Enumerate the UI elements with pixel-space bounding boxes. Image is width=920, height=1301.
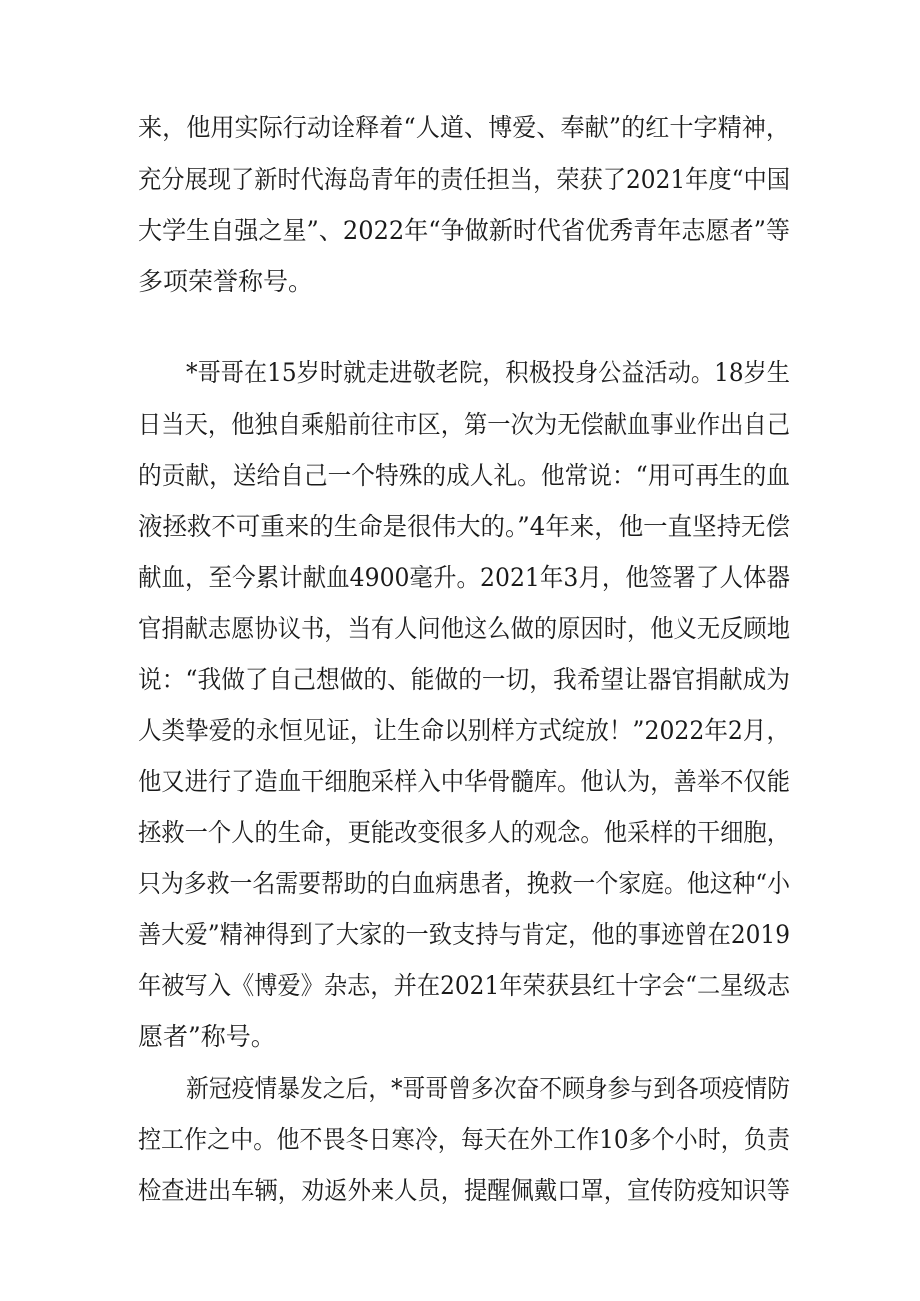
text-line — [0, 915, 920, 955]
text-line-content: 充分展现了新时代海岛青年的责任担当，荣获了2021年度“中国 — [138, 165, 790, 194]
text-line — [0, 762, 920, 802]
text-line-content: 善大爱”精神得到了大家的一致支持与肯定，他的事迹曾在2019 — [138, 920, 790, 949]
text-line — [0, 405, 920, 445]
text-line — [0, 711, 920, 751]
text-line-content: 拯救一个人的生命，更能改变很多人的观念。他采样的干细胞， — [138, 818, 790, 847]
text-line-content: 只为多救一名需要帮助的白血病患者，挽救一个家庭。他这种“小 — [138, 869, 790, 898]
text-line-content: 愿者”称号。 — [138, 1022, 276, 1051]
text-line-content: 大学生自强之星”、2022年“争做新时代省优秀青年志愿者”等 — [138, 216, 790, 245]
text-line — [0, 864, 920, 904]
text-line — [0, 507, 920, 547]
text-line — [0, 1120, 920, 1160]
text-line-content: 多项荣誉称号。 — [138, 267, 314, 296]
text-line-content: 控工作之中。他不畏冬日寒冷，每天在外工作10多个小时，负责 — [138, 1125, 790, 1154]
text-line-content: 官捐献志愿协议书，当有人问他这么做的原因时，他义无反顾地 — [138, 614, 790, 643]
text-line-content: 来，他用实际行动诠释着“人道、博爱、奉献”的红十字精神， — [138, 113, 790, 142]
text-line — [0, 1171, 920, 1211]
text-line — [0, 813, 920, 853]
text-line — [0, 211, 920, 251]
text-line-content: 日当天，他独自乘船前往市区，第一次为无偿献血事业作出自己 — [138, 410, 790, 439]
text-line-content: *哥哥在15岁时就走进敬老院，积极投身公益活动。18岁生 — [186, 358, 790, 387]
text-line — [0, 456, 920, 496]
text-line — [0, 353, 920, 393]
text-line-content: 液拯救不可重来的生命是很伟大的。”4年来，他一直坚持无偿 — [138, 512, 790, 541]
text-line — [0, 558, 920, 598]
text-line-content: 说：“我做了自己想做的、能做的一切，我希望让器官捐献成为 — [138, 665, 790, 694]
text-line — [0, 160, 920, 200]
text-line — [0, 262, 920, 302]
text-line — [0, 966, 920, 1006]
text-line-content: 的贡献，送给自己一个特殊的成人礼。他常说：“用可再生的血 — [138, 461, 790, 490]
text-line — [0, 1069, 920, 1109]
text-line-content: 新冠疫情暴发之后，*哥哥曾多次奋不顾身参与到各项疫情防 — [186, 1074, 790, 1103]
text-line-content: 年被写入《博爱》杂志，并在2021年荣获县红十字会“二星级志 — [138, 971, 790, 1000]
text-line-content: 检查进出车辆，劝返外来人员，提醒佩戴口罩，宣传防疫知识等 — [138, 1176, 790, 1205]
text-line-content: 他又进行了造血干细胞采样入中华骨髓库。他认为，善举不仅能 — [138, 767, 790, 796]
text-line-content: 献血，至今累计献血4900毫升。2021年3月，他签署了人体器 — [138, 563, 790, 592]
text-line — [0, 108, 920, 148]
text-line-content: 人类挚爱的永恒见证，让生命以别样方式绽放！”2022年2月， — [138, 716, 790, 745]
text-line — [0, 1017, 920, 1057]
text-line — [0, 660, 920, 700]
text-line — [0, 609, 920, 649]
